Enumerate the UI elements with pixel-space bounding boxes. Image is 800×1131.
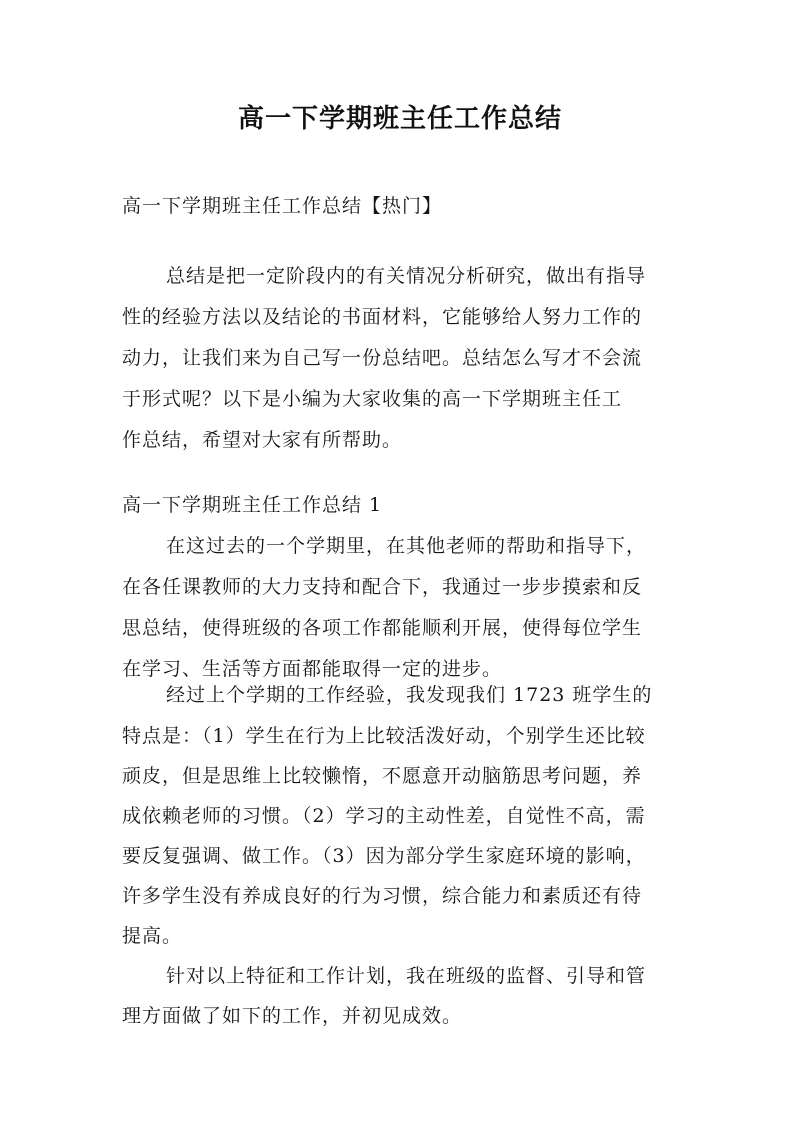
paragraph2-line-6: 许多学生没有养成良好的行为习惯，综合能力和素质还有待 bbox=[122, 885, 643, 907]
paragraph2-line-7: 提高。 bbox=[122, 925, 183, 947]
intro-line-1: 总结是把一定阶段内的有关情况分析研究，做出有指导 bbox=[166, 265, 647, 287]
paragraph1-line-3: 思总结，使得班级的各项工作都能顺利开展，使得每位学生 bbox=[122, 617, 643, 639]
section-heading: 高一下学期班主任工作总结 1 bbox=[122, 494, 383, 516]
paragraph3-line-2: 理方面做了如下的工作，并初见成效。 bbox=[122, 1005, 463, 1027]
paragraph1-line-1: 在这过去的一个学期里，在其他老师的帮助和指导下， bbox=[166, 535, 647, 557]
paragraph2-line-5: 要反复强调、做工作。（3）因为部分学生家庭环境的影响， bbox=[122, 845, 646, 867]
document-title: 高一下学期班主任工作总结 bbox=[237, 104, 562, 134]
paragraph2-line-1: 经过上个学期的工作经验，我发现我们 1723 班学生的 bbox=[166, 684, 653, 706]
intro-line-2: 性的经验方法以及结论的书面材料，它能够给人努力工作的 bbox=[122, 306, 643, 328]
paragraph1-line-4: 在学习、生活等方面都能取得一定的进步。 bbox=[122, 658, 503, 680]
intro-line-5: 作总结，希望对大家有所帮助。 bbox=[122, 429, 403, 451]
intro-line-3: 动力，让我们来为自己写一份总结吧。总结怎么写才不会流 bbox=[122, 347, 643, 369]
intro-line-4: 于形式呢？以下是小编为大家收集的高一下学期班主任工 bbox=[122, 388, 623, 410]
paragraph2-line-3: 顽皮，但是思维上比较懒惰，不愿意开动脑筋思考问题，养 bbox=[122, 765, 643, 787]
paragraph1-line-2: 在各任课教师的大力支持和配合下，我通过一步步摸索和反 bbox=[122, 576, 643, 598]
paragraph3-line-1: 针对以上特征和工作计划，我在班级的监督、引导和管 bbox=[166, 965, 647, 987]
document-subtitle: 高一下学期班主任工作总结【热门】 bbox=[122, 195, 443, 217]
paragraph2-line-2: 特点是：（1）学生在行为上比较活泼好动，个别学生还比较 bbox=[122, 725, 646, 747]
paragraph2-line-4: 成依赖老师的习惯。（2）学习的主动性差，自觉性不高，需 bbox=[122, 805, 646, 827]
